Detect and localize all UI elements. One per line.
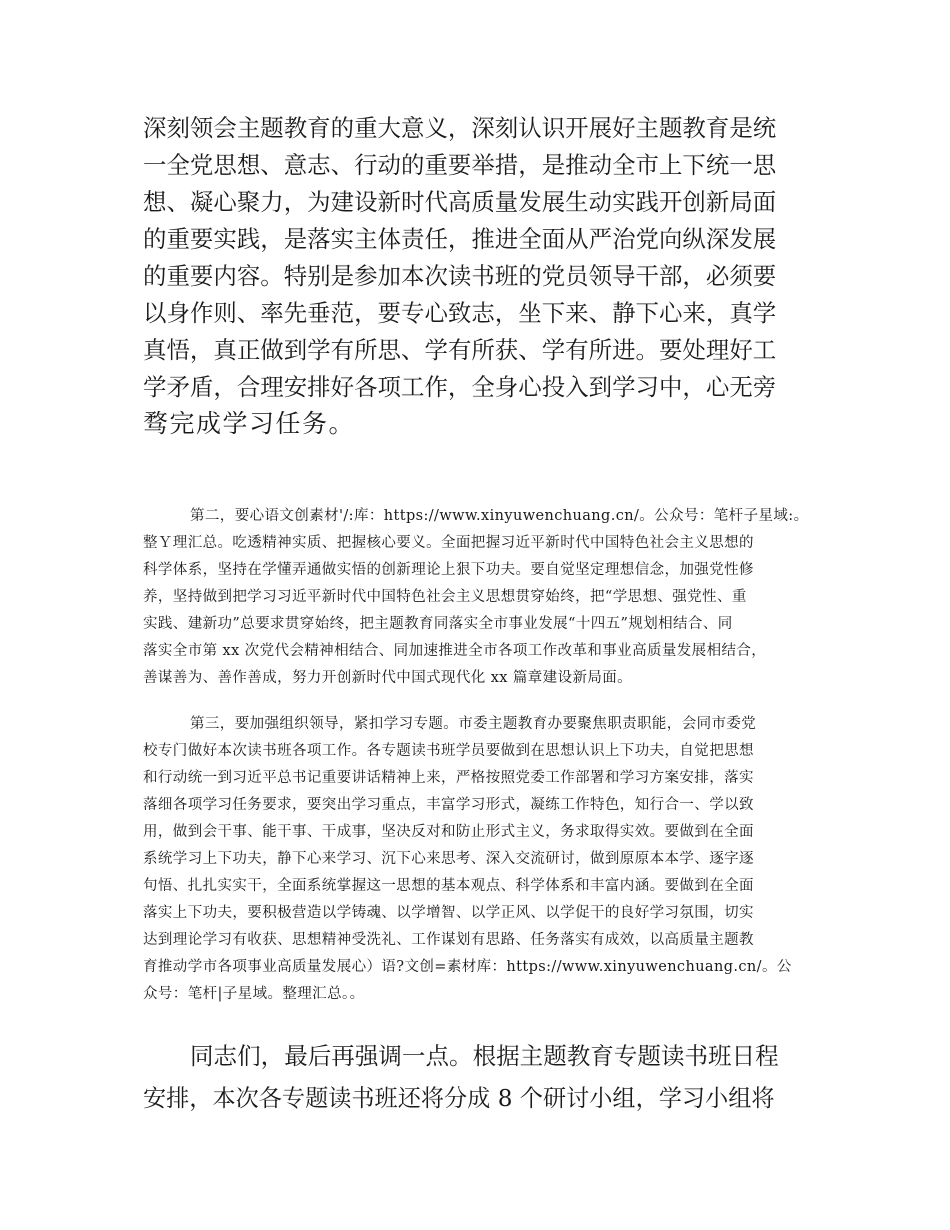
- paragraph-3-line: 众号：笔杆|子星域。整理汇总。。: [143, 986, 365, 1002]
- paragraph-1-line: 的重要实践，是落实主体责任，推进全面从严治党向纵深发展: [143, 225, 777, 253]
- paragraph-4-line: 同志们，最后再强调一点。根据主题教育专题读书班日程: [190, 1042, 779, 1070]
- paragraph-2-line: 落实全市第 xx 次党代会精神相结合、同加速推进全市各项工作改革和事业高质量发展相结合，: [143, 643, 767, 659]
- paragraph-2-line: 实践、建新功”总要求贯穿始终，把主题教育同落实全市事业发展“十四五”规划相结合、同: [143, 616, 733, 632]
- paragraph-3-line: 校专门做好本次读书班各项工作。各专题读书班学员要做到在思想认识上下功夫，自觉把思想: [143, 743, 754, 759]
- paragraph-1-line: 骛完成学习任务。: [143, 409, 356, 438]
- paragraph-3-line: 用，做到会干事、能干事、干成事，坚决反对和防止形式主义，务求取得实效。要做到在全面: [143, 824, 754, 840]
- paragraph-1-line: 想、凝心聚力，为建设新时代高质量发展生动实践开创新局面: [143, 188, 777, 216]
- paragraph-1-line: 的重要内容。特别是参加本次读书班的党员领导干部，必须要: [143, 262, 777, 290]
- paragraph-3-line: 系统学习上下功夫，静下心来学习、沉下心来思考、深入交流研讨，做到原原本本学、逐字逐: [143, 851, 754, 867]
- paragraph-1-line: 深刻领会主题教育的重大意义，深刻认识开展好主题教育是统: [143, 114, 777, 142]
- paragraph-2-line: 第二，要心语文创素材'/:库：https://www.xinyuwenchuang.cn/。公众号：笔杆子星域:。: [190, 508, 809, 524]
- paragraph-3-line: 句悟、扎扎实实干，全面系统掌握这一思想的基本观点、科学体系和丰富内涵。要做到在全面: [143, 878, 754, 894]
- paragraph-3-line: 达到理论学习有收获、思想精神受洗礼、工作谋划有思路、任务落实有成效，以高质量主题教: [143, 932, 754, 948]
- paragraph-1-line: 真悟，真正做到学有所思、学有所获、学有所进。要处理好工: [143, 336, 777, 364]
- paragraph-3-line: 第三，要加强组织领导，紧扣学习专题。市委主题教育办要聚焦职责职能，会同市委党: [190, 716, 757, 732]
- paragraph-2-line: 善谋善为、善作善成，努力开创新时代中国式现代化 xx 篇章建设新局面。: [143, 670, 633, 686]
- paragraph-2-line: 科学体系，坚持在学懂弄通做实悟的创新理论上狠下功夫。要自觉坚定理想信念，加强党性修: [143, 562, 754, 578]
- paragraph-2-line: 整Ｙ理汇总。吃透精神实质、把握核心要义。全面把握习近平新时代中国特色社会主义思想的: [143, 535, 754, 551]
- paragraph-4-line: 安排，本次各专题读书班还将分成 8 个研讨小组，学习小组将: [143, 1085, 775, 1112]
- paragraph-3-line: 落实上下功夫，要积极营造以学铸魂、以学增智、以学正风、以学促干的良好学习氛围，切实: [143, 905, 754, 921]
- paragraph-1-line: 学矛盾，合理安排好各项工作，全身心投入到学习中，心无旁: [143, 373, 777, 401]
- paragraph-1-line: 一全党思想、意志、行动的重要举措，是推动全市上下统一思: [143, 151, 777, 179]
- paragraph-2-line: 养，坚持做到把学习习近平新时代中国特色社会主义思想贯穿始终，把“学思想、强党性、重: [143, 589, 747, 605]
- paragraph-3-line: 育推动学市各项事业高质量发展心）语?文创=素材库：https://www.xinyuwenchuang.cn/。公: [143, 959, 792, 975]
- paragraph-3-line: 和行动统一到习近平总书记重要讲话精神上来，严格按照党委工作部署和学习方案安排，落实: [143, 770, 754, 786]
- paragraph-1-line: 以身作则、率先垂范，要专心致志，坐下来、静下心来，真学: [143, 299, 777, 327]
- paragraph-3-line: 落细各项学习任务要求，要突出学习重点，丰富学习形式，凝练工作特色，知行合一、学以致: [143, 797, 754, 813]
